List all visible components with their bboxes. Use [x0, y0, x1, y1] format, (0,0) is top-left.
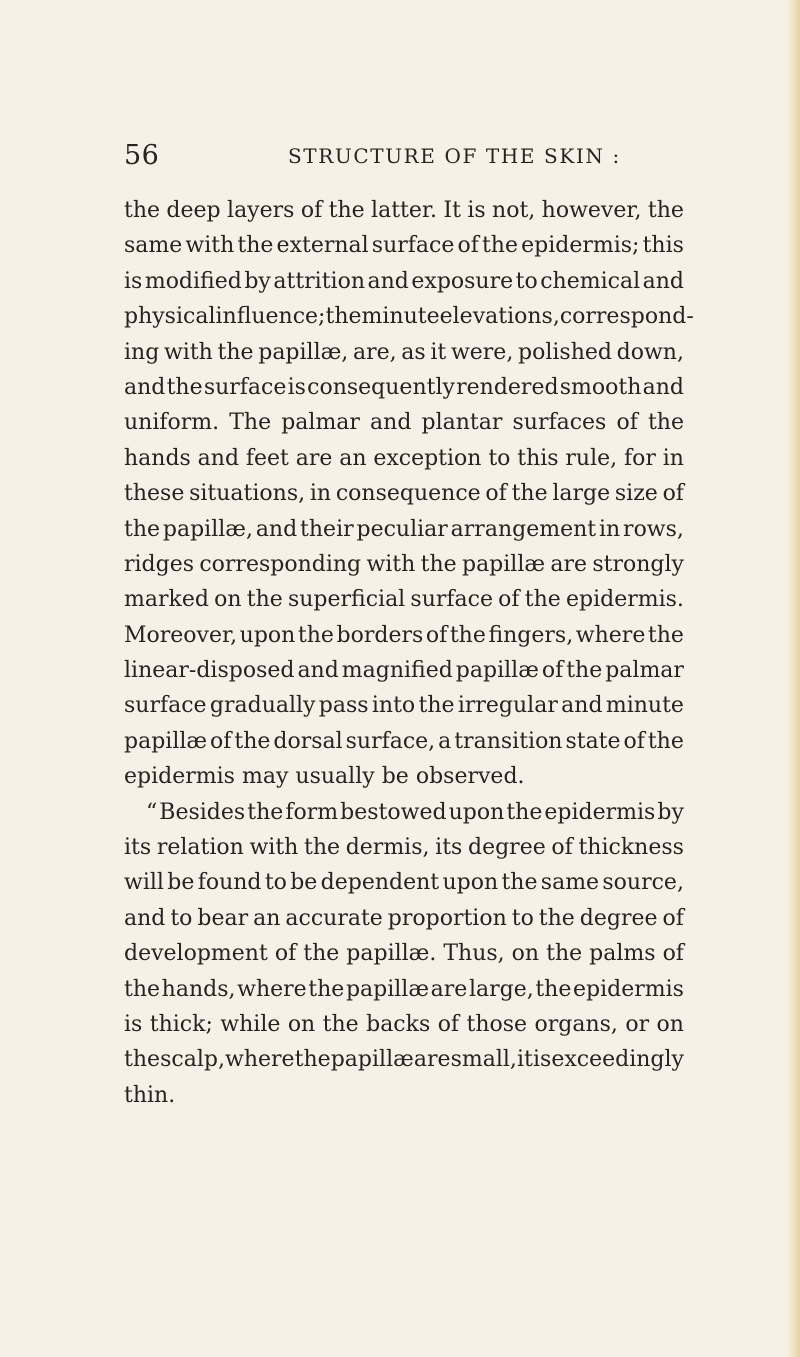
text-line: same with the external surface of the epidermis; this [124, 233, 684, 259]
text-line: the deep layers of the latter. It is not, however, the [124, 198, 684, 223]
text-line: and the surface is consequently rendered smooth and [124, 374, 684, 400]
text-line: these situations, in consequence of the large size of [124, 481, 684, 507]
page-header [124, 140, 684, 176]
text-line: the scalp, where the papillæ are small, it is exceedingly [124, 1047, 684, 1073]
text-line: linear-disposed and magnified papillæ of the palmar [124, 658, 684, 684]
text-line: is modified by attrition and exposure to chemical and [124, 268, 684, 294]
text-line: epidermis may usually be observed. [124, 764, 525, 790]
page-number: 56 [124, 140, 160, 171]
text-line: thin. [124, 1082, 176, 1108]
body-text [124, 193, 694, 1113]
text-line: physical influence; the minute elevations, correspond- [124, 304, 694, 330]
text-line: surface gradually pass into the irregular and minute [124, 693, 684, 719]
page-edge-shading [786, 0, 800, 1357]
text-line: the papillæ, and their peculiar arrangement in rows, [124, 516, 684, 542]
running-head: STRUCTURE OF THE SKIN : [288, 144, 621, 168]
text-line: the hands, where the papillæ are large, the epidermis [124, 976, 684, 1002]
text-line: marked on the superficial surface of the epidermis. [124, 587, 684, 613]
text-line: development of the papillæ. Thus, on the palms of [124, 941, 684, 967]
text-line: ing with the papillæ, are, as it were, polished down, [124, 339, 684, 365]
text-line: Moreover, upon the borders of the fingers, where the [124, 622, 684, 648]
text-line: will be found to be dependent upon the same source, [124, 870, 684, 896]
text-line: hands and feet are an exception to this rule, for in [124, 445, 684, 471]
text-line: uniform. The palmar and plantar surfaces of the [124, 410, 684, 436]
text-line: its relation with the dermis, its degree of thickness [124, 835, 684, 861]
text-line: and to bear an accurate proportion to the degree of [124, 905, 684, 931]
text-line: ridges corresponding with the papillæ are strongly [124, 551, 684, 577]
text-line: is thick; while on the backs of those organs, or on [124, 1011, 684, 1037]
text-line: “ Besides the form bestowed upon the epidermis by [146, 799, 684, 825]
text-line: papillæ of the dorsal surface, a transition state of the [124, 728, 684, 754]
